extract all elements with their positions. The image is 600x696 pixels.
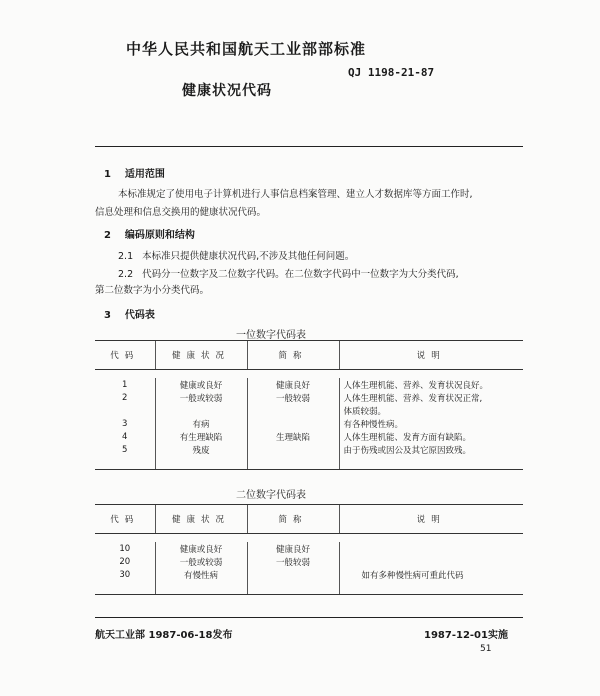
section-number: 3 [104,310,111,321]
cell-code: 5 [122,444,128,455]
cell-short [247,417,339,430]
cell-code: 2 [122,392,128,403]
cell-status: 有生理缺陷 [155,430,247,443]
cell-status: 一般或较弱 [155,555,247,568]
cell-status: 健康或良好 [155,542,247,555]
cell-status: 有慢性病 [155,568,247,581]
cell-desc: 人体生理机能、营养、发育状况良好。 [339,378,523,391]
standard-code: QJ 1198-21-87 [348,66,435,79]
section-title: 代码表 [124,310,155,321]
cell-desc: 如有多种慢性病可重此代码 [339,568,523,581]
section-3-heading [104,306,155,321]
table-row [95,378,523,391]
cell-short [247,443,339,456]
table-row [95,417,523,430]
column-header: 健康状况 [155,505,247,534]
cell-short [247,568,339,581]
column-header: 代码 [95,341,155,370]
cell-short: 健康良好 [247,542,339,555]
table-row [95,430,523,443]
table-2-caption: 二位数字代码表 [236,490,306,501]
cell-code: 10 [119,543,131,554]
column-header: 说明 [339,505,523,534]
section-number: 1 [104,169,111,180]
clause-text: 本标准只提供健康状况代码,不涉及其他任何问题。 [142,251,355,262]
cell-short: 生理缺陷 [247,430,339,443]
clause-text: 代码分一位数字及二位数字代码。在二位数字代码中一位数字为大分类代码, [142,269,459,280]
cell-desc: 由于伤残或因公及其它原因致残。 [339,443,523,456]
section-number: 2 [104,230,111,241]
clause-number: 2.2 [118,269,134,280]
column-header: 简称 [247,505,339,534]
clause-2-2-line1 [118,266,459,280]
cell-desc: 有各种慢性病。 [339,417,523,430]
cell-short: 健康良好 [247,378,339,391]
table-header-row [95,341,523,370]
column-header: 说明 [339,341,523,370]
clause-number: 2.1 [118,251,134,262]
table-row [95,391,523,404]
table-row [95,404,523,417]
header-divider [95,146,523,147]
cell-status: 残废 [155,443,247,456]
cell-desc: 人体生理机能、营养、发育状况正常, [339,391,523,404]
cell-code: 3 [122,418,128,429]
table-row [95,555,523,568]
section-1-body-line2: 信息处理和信息交换用的健康状况代码。 [95,207,267,218]
cell-code: 1 [122,379,128,390]
table-header-row [95,505,523,534]
two-digit-code-table [95,504,523,595]
cell-short: 一般较弱 [247,391,339,404]
cell-code: 4 [122,431,128,442]
cell-short: 一般较弱 [247,555,339,568]
cell-status: 一般或较弱 [155,391,247,404]
cell-desc [339,555,523,568]
cell-status: 有病 [155,417,247,430]
table-row [95,542,523,555]
cell-short [247,404,339,417]
section-2-heading [104,226,195,241]
footer-divider [95,617,523,618]
cell-desc [339,542,523,555]
column-header: 代码 [95,505,155,534]
cell-status [155,404,247,417]
one-digit-code-table [95,340,523,470]
section-1-heading [104,165,165,180]
section-1-body-line1: 本标准规定了使用电子计算机进行人事信息档案管理、建立人才数据库等方面工作时, [118,189,473,200]
issuing-organization: 中华人民共和国航天工业部部标准 [126,40,367,58]
section-title: 编码原则和结构 [124,230,195,241]
cell-status: 健康或良好 [155,378,247,391]
cell-desc: 人体生理机能、发育方面有缺陷。 [339,430,523,443]
page-number: 51 [480,644,492,654]
effective-date: 1987-12-01实施 [424,630,508,641]
table-1-caption: 一位数字代码表 [236,330,306,341]
cell-code [95,404,155,417]
clause-2-2-line2: 第二位数字为小分类代码。 [95,285,210,296]
cell-code: 30 [119,569,131,580]
issue-date: 航天工业部 1987-06-18发布 [95,630,233,641]
column-header: 健康状况 [155,341,247,370]
table-row [95,568,523,581]
table-row [95,443,523,456]
cell-code: 20 [119,556,131,567]
document-title: 健康状况代码 [182,83,272,99]
section-title: 适用范围 [124,169,165,180]
clause-2-1 [118,248,354,262]
cell-desc: 体质较弱。 [339,404,523,417]
column-header: 简称 [247,341,339,370]
